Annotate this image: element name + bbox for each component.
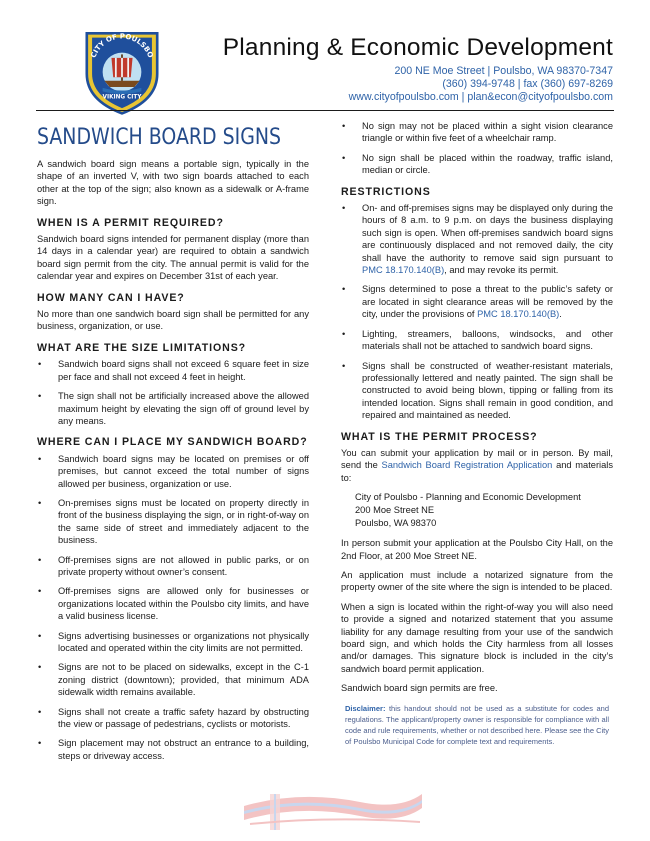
bullet: • <box>38 662 42 673</box>
bullet: • <box>342 152 346 163</box>
contact-address: 200 NE Moe Street | Poulsbo, WA 98370-7347 <box>394 65 613 77</box>
left-column <box>37 120 309 769</box>
bullet: • <box>38 554 42 565</box>
permit-paragraph: Sandwich board signs intended for permanent display (more than 14 days in a calendar year) are required to obtain a sandwich board sign permit from the city. The annual permit is valid for the calendar year and expires on December 31st of each year. <box>37 234 309 282</box>
waving-flag-icon <box>240 786 425 834</box>
disclaimer-text: this handout should not be used as a substitute for codes and regulations. The applicant/property owner is responsible for compliance with all code and rule requirements, whether or not described here. Please see the City of Poulsbo Municipal Code for complete text and requirements. <box>345 703 609 746</box>
list-item: • Lighting, streamers, balloons, windsocks, and other materials shall not be attached to sandwich board signs. <box>342 328 613 352</box>
size-list <box>37 358 309 427</box>
mailing-address <box>355 491 613 530</box>
contact-web[interactable]: www.cityofpoulsbo.com | plan&econ@cityofpoulsbo.com <box>348 91 613 103</box>
disclaimer <box>341 703 613 747</box>
inperson-paragraph: In person submit your application at the Poulsbo City Hall, on the 2nd Floor, at 200 Moe Street NE. <box>341 538 613 561</box>
list-item: • On- and off-premises signs may be displayed only during the hours of 8 a.m. to 9 p.m. on days the business displaying such sign is open. When off-premises sandwich board signs are continuously displaced and not removed daily, the city shall have the authority to remove said sign pursuant to PMC 18.170.140(B), and may revoke its permit. <box>342 203 613 276</box>
restrictions-heading: RESTRICTIONS <box>341 185 431 198</box>
seal-top-text: CITY OF POULSBO <box>88 31 156 60</box>
list-item: • Signs shall be constructed of weather-resistant materials, professionally lettered and neatly painted. The sign shall be constructed to avoid being blown, tipping or falling from its intended location. Signs shall remain in good condition, and repaired and maintained as needed. <box>342 360 613 421</box>
howmany-paragraph: No more than one sandwich board sign shall be permitted for any business, organization, or use. <box>37 309 309 332</box>
list-item: • Sandwich board signs shall not exceed 6 square feet in size per face and shall not exceed 4 feet in height. <box>38 359 309 382</box>
bullet: • <box>342 284 346 295</box>
list-item: • Signs determined to pose a threat to the public’s safety or are located in sight clearance areas will be removed by the city, under the provisions of PMC 18.170.140(B). <box>342 284 613 320</box>
howmany-heading: HOW MANY CAN I HAVE? <box>37 291 185 304</box>
bullet: • <box>38 586 42 597</box>
bullet: • <box>342 121 346 131</box>
placement-list <box>37 453 309 763</box>
bullet: • <box>342 203 346 214</box>
pmc-link[interactable]: PMC 18.170.140(B) <box>362 265 445 276</box>
department-title: Planning & Economic Development <box>222 34 613 61</box>
process-heading: WHAT IS THE PERMIT PROCESS? <box>341 430 538 443</box>
restrictions-list <box>341 202 613 422</box>
list-item: • Off-premises signs are not allowed in public parks, or on private property without owner’s consent. <box>38 554 309 577</box>
list-item: • Signs advertising businesses or organizations not physically located and operated within the city limits are not permitted. <box>38 630 309 653</box>
list-item: • Sandwich board signs may be located on premises or off premises, but cannot exceed the total number of signs allowed per business, organization or use. <box>38 453 309 489</box>
bullet: • <box>38 359 42 370</box>
bullet: • <box>38 391 42 402</box>
bullet: • <box>38 630 42 641</box>
placement-list-continued <box>341 120 613 177</box>
page-header <box>0 0 650 118</box>
bullet: • <box>342 328 346 339</box>
application-link[interactable]: Sandwich Board Registration Application <box>381 460 553 471</box>
intro-paragraph: A sandwich board sign means a portable sign, typically in the shape of an inverted V, with two sign boards attached to each other at the top of the sign; also known as a sidewalk or A-frame sign. <box>37 159 309 207</box>
viking-ship-seal-icon <box>78 28 166 116</box>
list-item: • Signs are not to be placed on sidewalks, except in the C-1 zoning district (downtown); provided, that minimum ADA sidewalk width remains available. <box>38 662 309 698</box>
list-item: • Sign placement may not obstruct an entrance to a building, steps or driveway access. <box>38 738 309 761</box>
address-line: City of Poulsbo - Planning and Economic Development <box>355 492 581 503</box>
notarized-paragraph: An application must include a notarized signature from the property owner of the site where the sign is intended to be placed. <box>341 569 613 593</box>
address-line: Poulsbo, WA 98370 <box>355 518 437 529</box>
bullet: • <box>38 706 42 717</box>
bullet: • <box>342 360 346 371</box>
process-paragraph: You can submit your application by mail or in person. By mail, send the Sandwich Board Registration Application and materials to: <box>341 447 613 483</box>
size-heading: WHAT ARE THE SIZE LIMITATIONS? <box>37 341 247 354</box>
pmc-link[interactable]: PMC 18.170.140(B) <box>477 309 560 320</box>
svg-text:VIKING CITY <box>103 94 143 100</box>
contact-phone: (360) 394-9748 | fax (360) 697-8269 <box>442 78 613 90</box>
contact-block <box>349 65 613 104</box>
seal-bottom-text: VIKING CITY <box>102 94 142 101</box>
list-item: • The sign shall not be artificially increased above the allowed maximum height by elevating the sign off of ground level by any means. <box>38 391 309 426</box>
list-item: • On-premises signs must be located on property directly in front of the business displaying the sign, or in right-of-way on the same side of street and immediately adjacent to the business. <box>38 497 309 546</box>
bullet: • <box>38 497 42 508</box>
rightofway-paragraph: When a sign is located within the right-of-way you will also need to provide a signed and notarized statement that you assume liability for any damage resulting from your use of the sandwich board sign, and which holds the City harmless from all losses and/or damages. This signature block is included in the city’s sandwich board permit application. <box>341 601 613 674</box>
bullet: • <box>38 738 42 749</box>
header-divider <box>36 110 614 111</box>
list-item: • Off-premises signs are allowed only for businesses or organizations located within the Poulsbo city limits, and have a valid business license. <box>38 586 309 622</box>
permit-heading: WHEN IS A PERMIT REQUIRED? <box>37 216 224 229</box>
disclaimer-label: Disclaimer: <box>345 703 386 713</box>
list-item: • No sign may not be placed within a sight vision clearance triangle or within five feet of a wheelchair ramp. <box>342 121 613 144</box>
list-item: • Signs shall not create a traffic safety hazard by obstructing the view or passage of pedestrians, cyclists or motorists. <box>38 706 309 730</box>
placement-heading: WHERE CAN I PLACE MY SANDWICH BOARD? <box>37 436 308 449</box>
address-line: 200 Moe Street NE <box>355 505 435 516</box>
bullet: • <box>38 453 42 464</box>
page-title: SANDWICH BOARD SIGNS <box>37 125 282 150</box>
right-column <box>341 120 613 747</box>
list-item: • No sign shall be placed within the roadway, traffic island, median or circle. <box>342 152 613 176</box>
free-note: Sandwich board sign permits are free. <box>341 683 498 694</box>
